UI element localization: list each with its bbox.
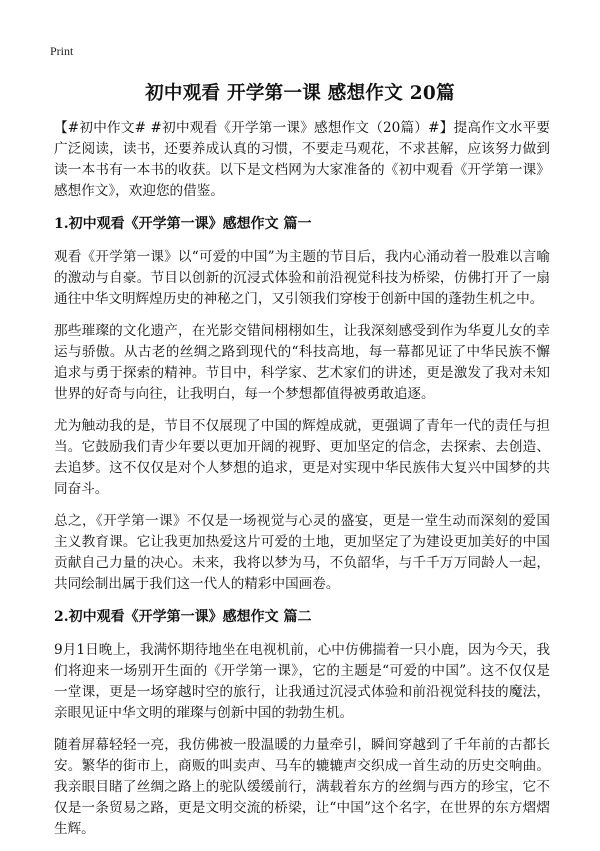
print-label[interactable]: Print bbox=[50, 44, 74, 58]
document-body bbox=[54, 118, 550, 851]
section-heading: 1.初中观看《开学第一课》感想作文 篇一 bbox=[54, 216, 312, 232]
intro-paragraph: 【#初中作文# #初中观看《开学第一课》感想作文（20篇）#】提高作文水平要广泛阅读，读书，还要养成认真的习惯，不要走马观花，不求甚解，应该努力做到读一本书有一本书的收获。以下是文档网为大家准备的《初中观看《开学第一课》感想作文》，欢迎您的借鉴。 bbox=[54, 120, 550, 199]
paragraph: 随着屏幕轻轻一亮，我仿佛被一股温暖的力量牵引，瞬间穿越到了千年前的古都长安。繁华的街市上，商贩的叫卖声、马车的辘辘声交织成一首生动的历史交响曲。我亲眼目睹了丝绸之路上的驼队缓缓前行，满载着东方的丝绸与西方的珍宝，它不仅是一条贸易之路，更是文明交流的桥梁，让“中国”这个名字，在世界的东方熠熠生辉。 bbox=[54, 737, 550, 837]
paragraph: 观看《开学第一课》以“可爱的中国”为主题的节目后，我内心涌动着一股难以言喻的激动与自豪。节目以创新的沉浸式体验和前沿视觉科技为桥梁，仿佛打开了一扇通往中华文明辉煌历史的神秘之门，又引领我们穿梭于创新中国的蓬勃生机之中。 bbox=[54, 249, 550, 307]
document-title: 初中观看 开学第一课 感想作文 20篇 bbox=[145, 83, 455, 104]
section-heading: 2.初中观看《开学第一课》感想作文 篇二 bbox=[54, 609, 312, 625]
paragraph: 总之，《开学第一课》不仅是一场视觉与心灵的盛宴，更是一堂生动而深刻的爱国主义教育课。它让我更加热爱这片可爱的土地，更加坚定了为建设更加美好的中国贡献自己力量的决心。未来，我将以梦为马，不负韶华，与千千万万同龄人一起，共同绘制出属于我们这一代人的精彩中国画卷。 bbox=[54, 513, 550, 592]
paragraph: 尤为触动我的是，节目不仅展现了中国的辉煌成就，更强调了青年一代的责任与担当。它鼓励我们青少年要以更加开阔的视野、更加坚定的信念，去探索、去创造、去追梦。这不仅仅是对个人梦想的追求，更是对实现中华民族伟大复兴中国梦的共同奋斗。 bbox=[54, 418, 550, 497]
paragraph: 那些璀璨的文化遗产，在光影交错间栩栩如生，让我深刻感受到作为华夏儿女的幸运与骄傲。从古老的丝绸之路到现代的“科技高地，每一幕都见证了中华民族不懈追求与勇于探索的精神。节目中，科学家、艺术家们的讲述，更是激发了我对未知世界的好奇与向往，让我明白，每一个梦想都值得被勇敢追逐。 bbox=[54, 323, 550, 402]
paragraph: 9月1日晚上，我满怀期待地坐在电视机前，心中仿佛揣着一只小鹿，因为今天，我们将迎来一场别开生面的《开学第一课》，它的主题是“可爱的中国”。这不仅仅是一堂课，更是一场穿越时空的旅行，让我通过沉浸式体验和前沿视觉科技的魔法，亲眼见证中华文明的璀璨与创新中国的勃勃生机。 bbox=[54, 642, 550, 721]
